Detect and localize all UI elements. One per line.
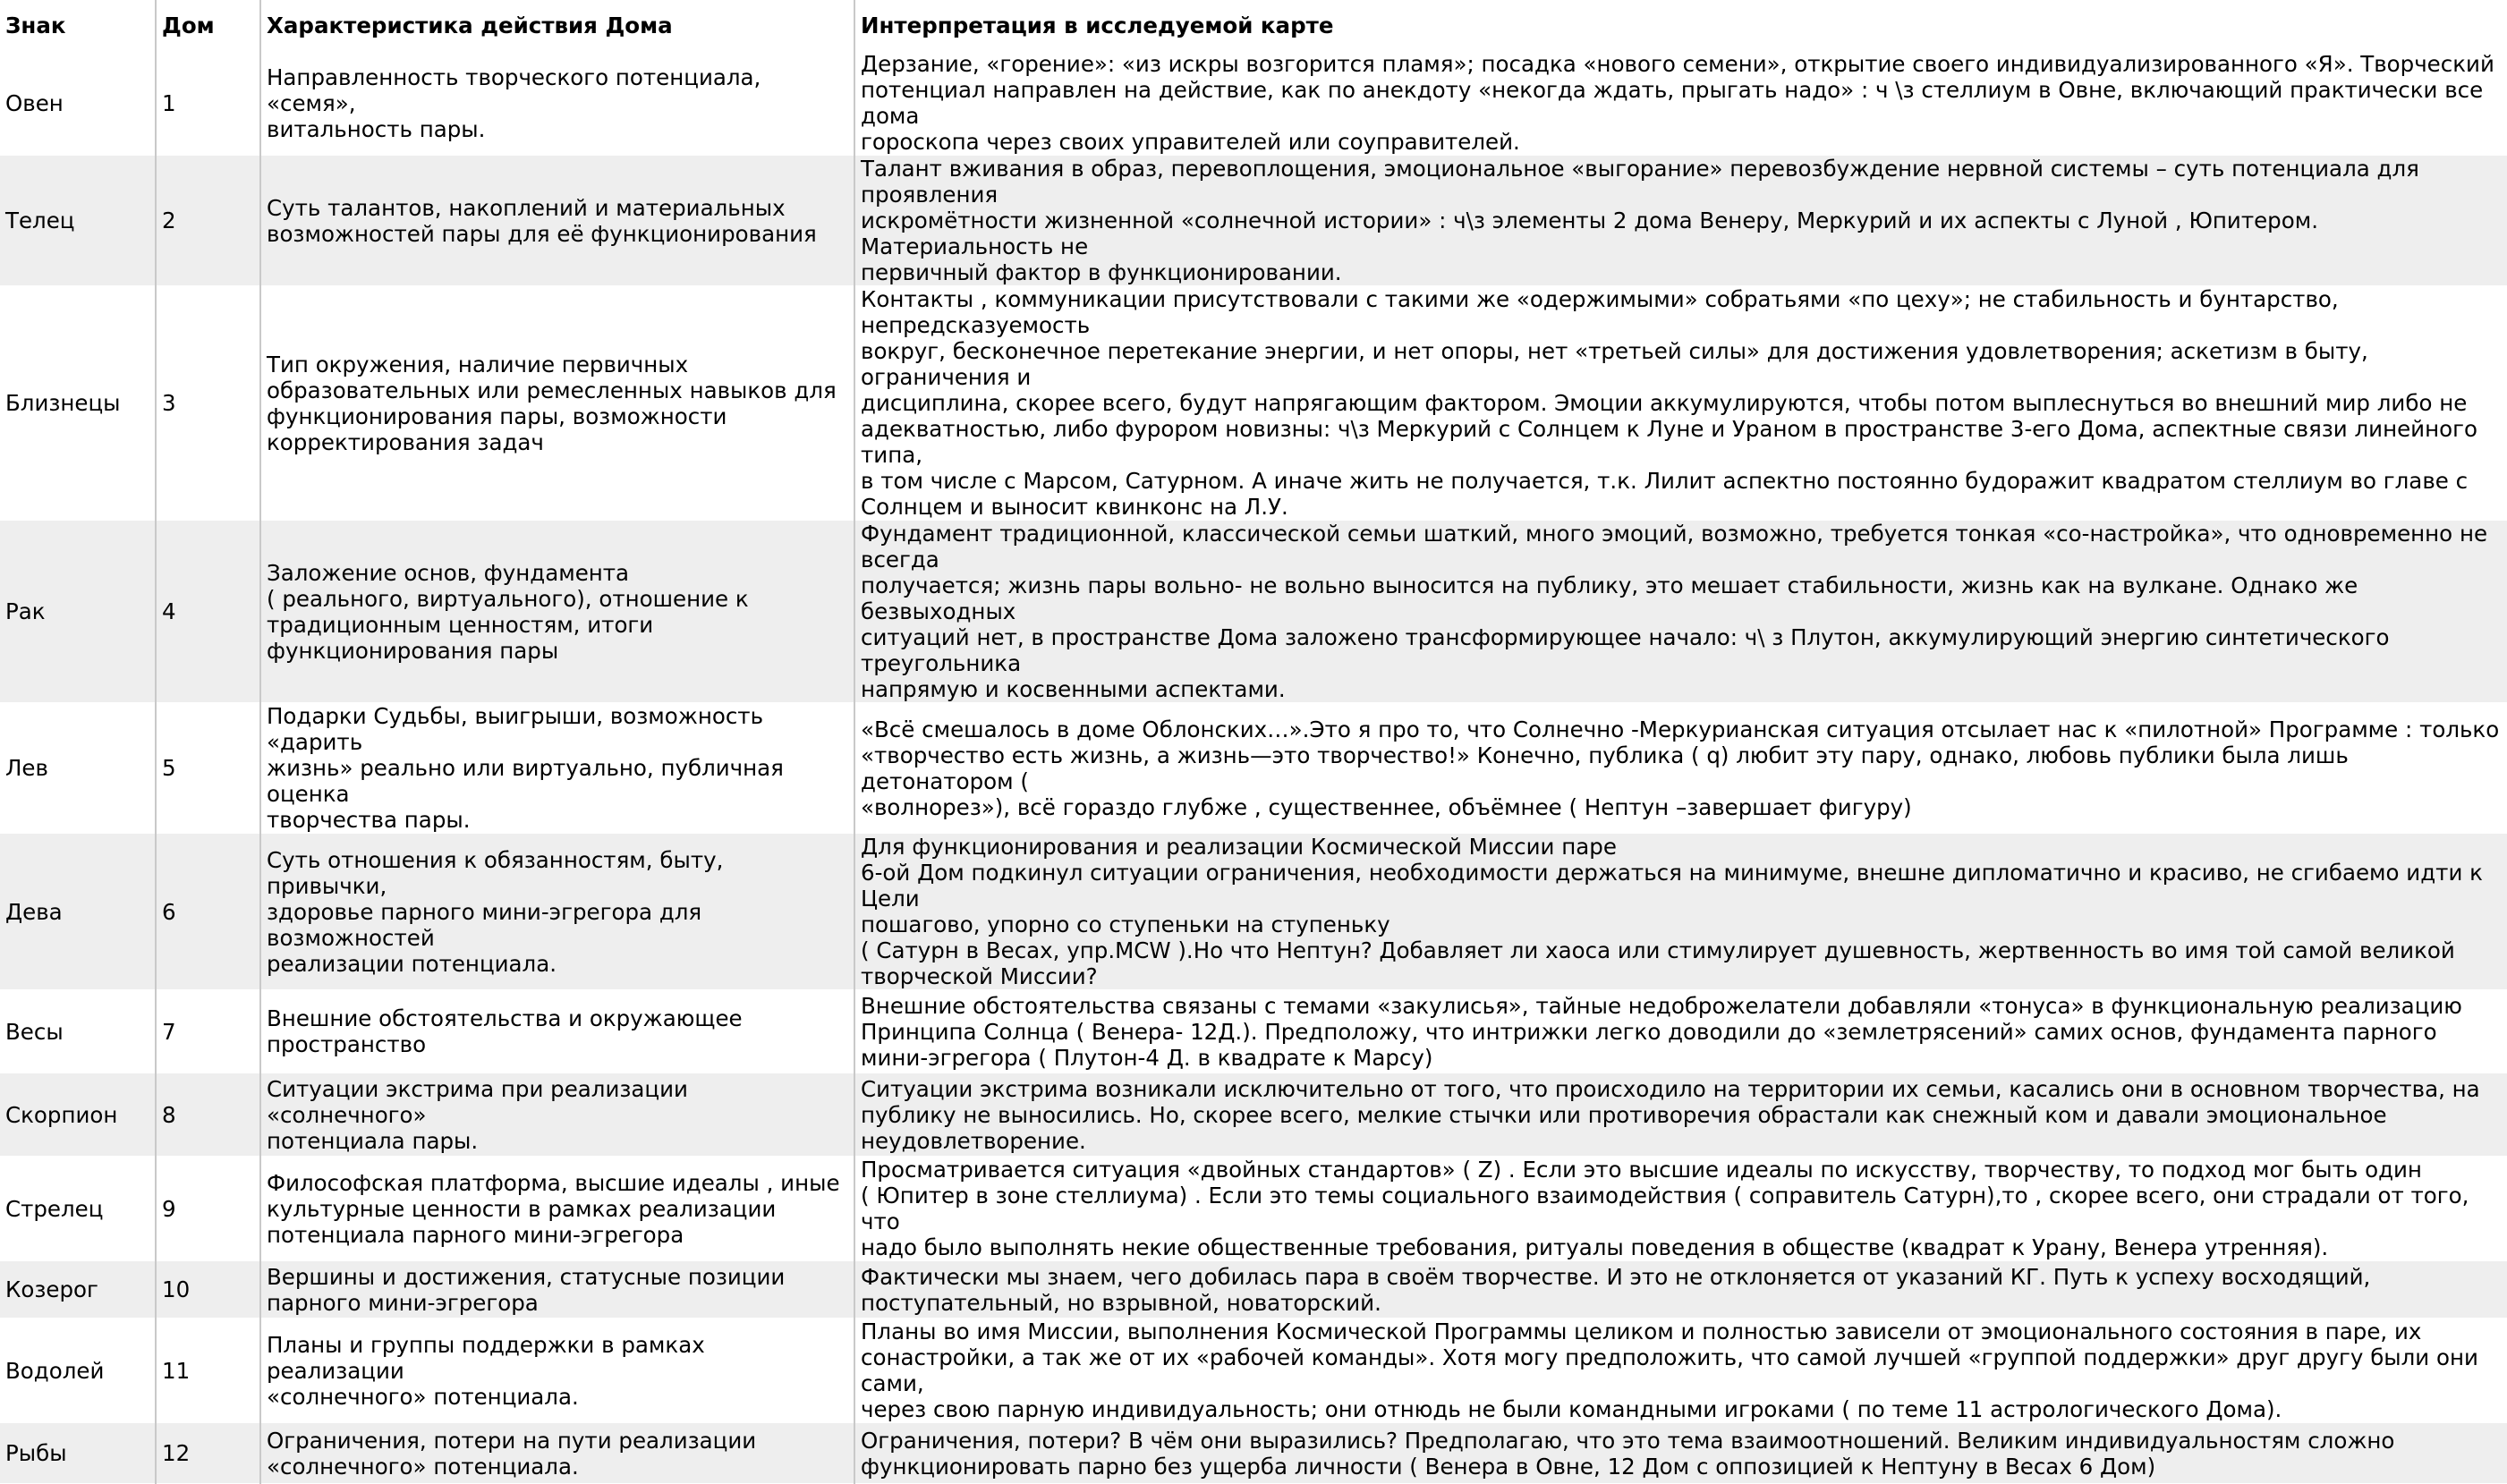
cell-characteristic: Планы и группы поддержки в рамках реализации «солнечного» потенциала. bbox=[260, 1319, 854, 1423]
table-header bbox=[0, 0, 2507, 51]
cell-interpretation: Контакты , коммуникации присутствовали с такими же «одержимыми» собратьями «по цеху»; не стабильность и бунтарство, непредсказуемость вокруг, бесконечное перетекание энергии, и нет опоры, нет «третьей силы» для достижения удовлетворения; аскетизм в быту, ограничения и дисциплина, скорее всего, будут напрягающим фактором. Эмоции аккумулируются, чтобы потом выплеснуться во внешний мир либо не адекватностью, либо фурором новизны: ч\з Меркурий с Солнцем к Луне и Ураном в пространстве 3-его Дома, аспектные связи линейного типа, в том числе с Марсом, Сатурном. А иначе жить не получается, т.к. Лилит аспектно постоянно будоражит квадратом стеллиум во главе с Солнцем и выносит квинконс на Л.У. bbox=[854, 286, 2507, 521]
table-row bbox=[0, 51, 2507, 156]
cell-house: 8 bbox=[156, 1073, 260, 1157]
cell-sign: Скорпион bbox=[0, 1073, 156, 1157]
cell-house: 4 bbox=[156, 521, 260, 703]
header-characteristic: Характеристика действия Дома bbox=[260, 0, 854, 51]
table-row bbox=[0, 1261, 2507, 1319]
cell-characteristic: Суть талантов, накоплений и материальных возможностей пары для её функционирования bbox=[260, 156, 854, 286]
header-sign: Знак bbox=[0, 0, 156, 51]
cell-sign: Стрелец bbox=[0, 1157, 156, 1261]
cell-interpretation: Просматривается ситуация «двойных стандартов» ( Z) . Если это высшие идеалы по искусству, творчеству, то подход мог быть один ( Юпитер в зоне стеллиума) . Если это темы социального взаимодействия ( соправитель Сатурн),то , скорее всего, они страдали от того, что надо было выполнять некие общественные требования, ритуалы поведения в обществе (квадрат к Урану, Венера утренняя). bbox=[854, 1157, 2507, 1261]
table-row bbox=[0, 990, 2507, 1073]
cell-house: 12 bbox=[156, 1423, 260, 1484]
cell-house: 9 bbox=[156, 1157, 260, 1261]
cell-characteristic: Философская платформа, высшие идеалы , иные культурные ценности в рамках реализации потенциала парного мини-эгрегора bbox=[260, 1157, 854, 1261]
header-house: Дом bbox=[156, 0, 260, 51]
table-row bbox=[0, 1157, 2507, 1261]
cell-sign: Рыбы bbox=[0, 1423, 156, 1484]
cell-characteristic: Тип окружения, наличие первичных образовательных или ремесленных навыков для функционирования пары, возможности корректирования задач bbox=[260, 286, 854, 521]
cell-interpretation: Фундамент традиционной, классической семьи шаткий, много эмоций, возможно, требуется тонкая «со-настройка», что одновременно не всегда получается; жизнь пары вольно- не вольно выносится на публику, это мешает стабильности, жизнь как на вулкане. Однако же безвыходных ситуаций нет, в пространстве Дома заложено трансформирующее начало: ч\ з Плутон, аккумулирующий энергию синтетического треугольника напрямую и косвенными аспектами. bbox=[854, 521, 2507, 703]
table-body bbox=[0, 51, 2507, 1484]
cell-sign: Лев bbox=[0, 703, 156, 834]
cell-interpretation: Ситуации экстрима возникали исключительно от того, что происходило на территории их семьи, касались они в основном творчества, на публику не выносились. Но, скорее всего, мелкие стычки или противоречия обрастали как снежный ком и давали эмоциональное неудовлетворение. bbox=[854, 1073, 2507, 1157]
header-row bbox=[0, 0, 2507, 51]
table-row bbox=[0, 1423, 2507, 1484]
table-row bbox=[0, 1073, 2507, 1157]
cell-sign: Дева bbox=[0, 834, 156, 990]
cell-sign: Весы bbox=[0, 990, 156, 1073]
cell-characteristic: Ситуации экстрима при реализации «солнечного» потенциала пары. bbox=[260, 1073, 854, 1157]
table-row bbox=[0, 156, 2507, 286]
cell-characteristic: Заложение основ, фундамента ( реального, виртуального), отношение к традиционным ценностям, итоги функционирования пары bbox=[260, 521, 854, 703]
cell-house: 2 bbox=[156, 156, 260, 286]
cell-interpretation: Талант вживания в образ, перевоплощения, эмоциональное «выгорание» перевозбуждение нервной системы – суть потенциала для проявления искромётности жизненной «солнечной истории» : ч\з элементы 2 дома Венеру, Меркурий и их аспекты с Луной , Юпитером. Материальность не первичный фактор в функционировании. bbox=[854, 156, 2507, 286]
cell-house: 6 bbox=[156, 834, 260, 990]
cell-sign: Рак bbox=[0, 521, 156, 703]
cell-interpretation: Внешние обстоятельства связаны с темами «закулисья», тайные недоброжелатели добавляли «тонуса» в функциональную реализацию Принципа Солнца ( Венера- 12Д.). Предположу, что интрижки легко доводили до «землетрясений» самих основ, фундамента парного мини-эгрегора ( Плутон-4 Д. в квадрате к Марсу) bbox=[854, 990, 2507, 1073]
cell-interpretation: Дерзание, «горение»: «из искры возгорится пламя»; посадка «нового семени», открытие своего индивидуализированного «Я». Творческий потенциал направлен на действие, как по анекдоту «некогда ждать, прыгать надо» : ч \з стеллиум в Овне, включающий практически все дома гороскопа через своих управителей или соуправителей. bbox=[854, 51, 2507, 156]
cell-characteristic: Направленность творческого потенциала, «семя», витальность пары. bbox=[260, 51, 854, 156]
cell-interpretation: Для функционирования и реализации Космической Миссии паре 6-ой Дом подкинул ситуации ограничения, необходимости держаться на минимуме, внешне дипломатично и красиво, не сгибаемо идти к Цели пошагово, упорно со ступеньки на ступеньку ( Сатурн в Весах, упр.MCW ).Но что Нептун? Добавляет ли хаоса или стимулирует душевность, жертвенность во имя той самой великой творческой Миссии? bbox=[854, 834, 2507, 990]
cell-interpretation: Планы во имя Миссии, выполнения Космической Программы целиком и полностью зависели от эмоционального состояния в паре, их сонастройки, а так же от их «рабочей команды». Хотя могу предположить, что самой лучшей «группой поддержки» друг другу были они сами, через свою парную индивидуальность; они отнюдь не были командными игроками ( по теме 11 астрологического Дома). bbox=[854, 1319, 2507, 1423]
cell-characteristic: Подарки Судьбы, выигрыши, возможность «дарить жизнь» реально или виртуально, публичная оценка творчества пары. bbox=[260, 703, 854, 834]
cell-characteristic: Вершины и достижения, статусные позиции парного мини-эгрегора bbox=[260, 1261, 854, 1319]
cell-house: 5 bbox=[156, 703, 260, 834]
cell-interpretation: «Всё смешалось в доме Облонских…».Это я про то, что Солнечно -Меркурианская ситуация отсылает нас к «пилотной» Программе : только «творчество есть жизнь, а жизнь—это творчество!» Конечно, публика ( q) любит эту пару, однако, любовь публики была лишь детонатором ( «волнорез»), всё гораздо глубже , существеннее, объёмнее ( Нептун –завершает фигуру) bbox=[854, 703, 2507, 834]
cell-house: 10 bbox=[156, 1261, 260, 1319]
cell-house: 7 bbox=[156, 990, 260, 1073]
table-row bbox=[0, 834, 2507, 990]
cell-sign: Овен bbox=[0, 51, 156, 156]
table-row bbox=[0, 703, 2507, 834]
cell-sign: Козерог bbox=[0, 1261, 156, 1319]
cell-interpretation: Фактически мы знаем, чего добилась пара в своём творчестве. И это не отклоняется от указаний КГ. Путь к успеху восходящий, поступательный, но взрывной, новаторский. bbox=[854, 1261, 2507, 1319]
cell-house: 11 bbox=[156, 1319, 260, 1423]
header-interpretation: Интерпретация в исследуемой карте bbox=[854, 0, 2507, 51]
cell-interpretation: Ограничения, потери? В чём они выразились? Предполагаю, что это тема взаимоотношений. Великим индивидуальностям сложно функционировать парно без ущерба личности ( Венера в Овне, 12 Дом с оппозицией к Нептуну в Весах 6 Дом) bbox=[854, 1423, 2507, 1484]
cell-characteristic: Ограничения, потери на пути реализации «солнечного» потенциала. bbox=[260, 1423, 854, 1484]
cell-house: 3 bbox=[156, 286, 260, 521]
cell-house: 1 bbox=[156, 51, 260, 156]
table-row bbox=[0, 1319, 2507, 1423]
cell-sign: Телец bbox=[0, 156, 156, 286]
cell-characteristic: Суть отношения к обязанностям, быту, привычки, здоровье парного мини-эгрегора для возможностей реализации потенциала. bbox=[260, 834, 854, 990]
cell-characteristic: Внешние обстоятельства и окружающее пространство bbox=[260, 990, 854, 1073]
table-row bbox=[0, 521, 2507, 703]
cell-sign: Близнецы bbox=[0, 286, 156, 521]
table-row bbox=[0, 286, 2507, 521]
cell-sign: Водолей bbox=[0, 1319, 156, 1423]
